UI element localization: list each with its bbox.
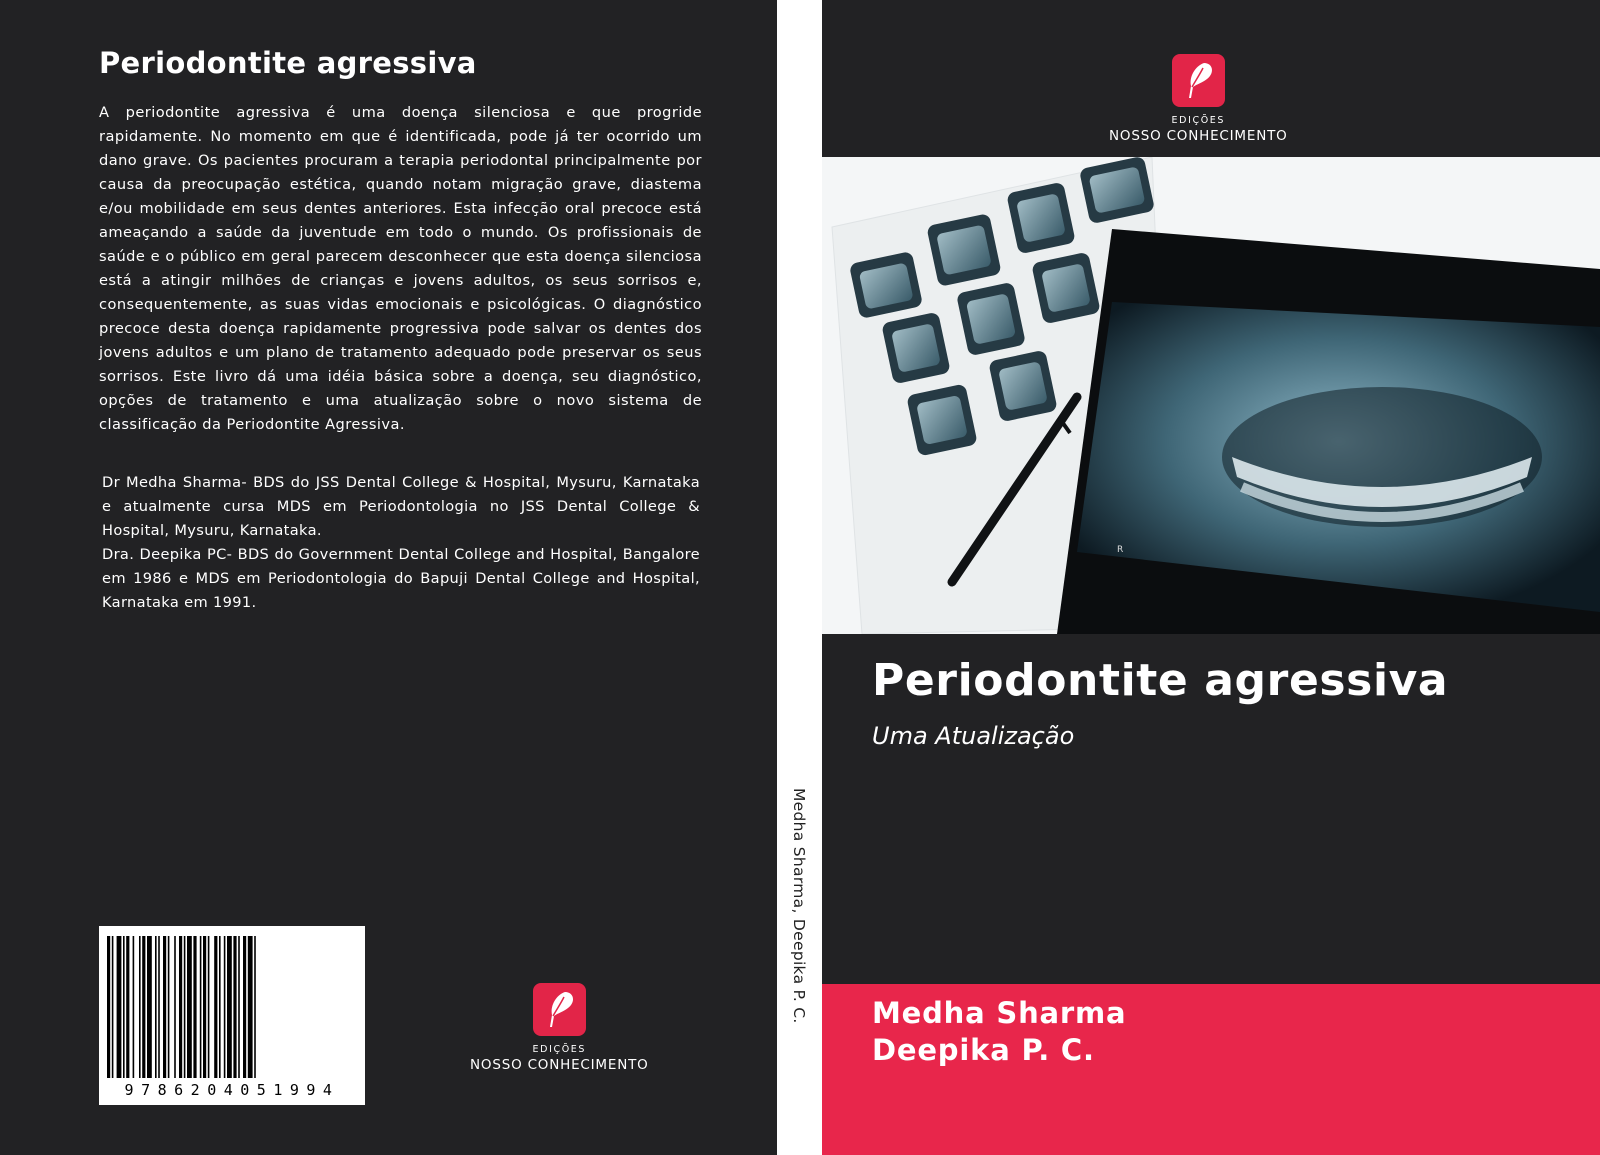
spine-authors: Medha Sharma, Deepika P. C.: [790, 788, 808, 1024]
publisher-label-big: NOSSO CONHECIMENTO: [470, 1057, 649, 1073]
author-bio-deepika: Dra. Deepika PC- BDS do Government Dental College and Hospital, Bangalore em 1986 e MDS em Periodontologia do Bapuji Dental College and Hospital, Karnataka em 1991.: [102, 546, 700, 611]
dental-xray-photo: [822, 157, 1600, 634]
back-cover-blurb: A periodontite agressiva é uma doença silenciosa e que progride rapidamente. No momento em que é identificada, pode já ter ocorrido um dano grave. Os pacientes procuram a terapia periodontal principalmente por causa da preocupação estética, quando notam migração grave, diastema e/ou mobilidade em seus dentes anteriores. Esta infecção oral precoce está ameaçando a saúde da juventude em todo o mundo. Os profissionais de saúde e o público em geral parecem desconhecer que esta doença silenciosa está a atingir milhões de crianças e jovens adultos, os seus sorrisos e, consequentemente, as suas vidas emocionais e psicológicas. O diagnóstico precoce desta doença rapidamente progressiva pode salvar os dentes dos jovens adultos e um plano de tratamento adequado pode preservar os seus sorrisos. Este livro dá uma idéia básica sobre a doença, seu diagnóstico, opções de tratamento e uma atualização sobre o novo sistema de classificação da Periodontite Agressiva.: [99, 104, 702, 433]
publisher-label-small: EDIÇÕES: [532, 1044, 587, 1055]
publisher-label-small: EDIÇÕES: [1171, 115, 1226, 126]
back-cover: [0, 0, 777, 1155]
front-cover-title: Periodontite agressiva: [872, 655, 1449, 706]
front-cover: [822, 0, 1600, 1155]
author-bio-medha: Dr Medha Sharma- BDS do JSS Dental College & Hospital, Mysuru, Karnataka e atualmente cursa MDS em Periodontologia no JSS Dental College & Hospital, Mysuru, Karnataka.: [102, 474, 700, 539]
front-publisher-logo: [1109, 54, 1288, 144]
quill-icon: [533, 983, 586, 1036]
isbn-number: 9786204051994: [124, 1081, 340, 1099]
back-publisher-logo: [470, 983, 649, 1073]
book-spine: [777, 0, 822, 1155]
svg-text:R: R: [1117, 545, 1124, 555]
author-name: Medha Sharma: [872, 996, 1127, 1030]
quill-icon: [1172, 54, 1225, 107]
back-cover-title: Periodontite agressiva: [99, 46, 477, 80]
author-biographies: [102, 471, 700, 615]
isbn-barcode: [99, 926, 365, 1105]
author-band: [822, 984, 1600, 1155]
author-name: Deepika P. C.: [872, 1033, 1095, 1067]
publisher-label-big: NOSSO CONHECIMENTO: [1109, 128, 1288, 144]
front-cover-subtitle: Uma Atualização: [872, 722, 1075, 750]
barcode-bars: [99, 936, 365, 1078]
